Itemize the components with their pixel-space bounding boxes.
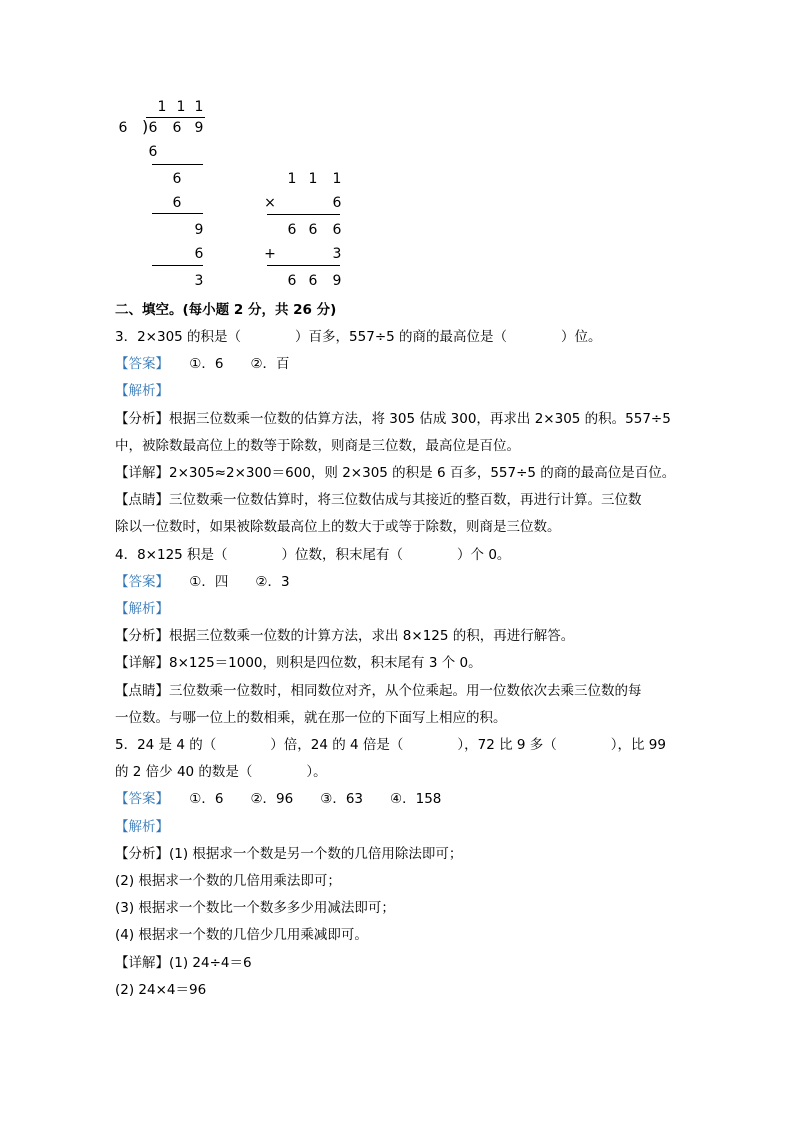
- quotient-digit: 1: [157, 99, 167, 115]
- text-line: [115, 626, 574, 646]
- section-label: 【解析】: [115, 818, 169, 835]
- text-line: [115, 436, 520, 456]
- section-label: 【分析】: [115, 628, 169, 645]
- dividend-digit: 6: [172, 120, 182, 136]
- text-line: [115, 381, 169, 401]
- line-text: 三位数乘一位数估算时，将三位数估成与其接近的整百数，再进行计算。三位数: [169, 492, 642, 509]
- line-text: 中，被除数最高位上的数等于除数，则商是三位数，最高位是百位。: [115, 437, 520, 454]
- line-text: (1) 24÷4＝6: [169, 954, 252, 971]
- text-line: [115, 572, 290, 592]
- rule: [152, 213, 203, 214]
- text-line: [115, 681, 642, 701]
- digit: 9: [332, 273, 342, 289]
- digit: 6: [308, 273, 318, 289]
- section-label: 【答案】: [115, 573, 163, 590]
- line-text: ①．6 ②．96 ③．63 ④．158: [162, 791, 442, 808]
- digit: 3: [332, 246, 342, 262]
- digit: 6: [308, 222, 318, 238]
- line-text: 根据三位数乘一位数的估算方法，将 305 估成 300，再求出 2×305 的积。557÷5: [169, 410, 671, 427]
- section-label: 【详解】: [115, 465, 169, 481]
- quotient-digit: 1: [176, 99, 186, 115]
- text-line: [115, 953, 252, 973]
- division-bar: [146, 117, 205, 118]
- line-text: ①．四 ②．3: [162, 573, 290, 590]
- line-text: 的 2 倍少 40 的数是（ ）。: [115, 764, 327, 781]
- digit: 1: [332, 171, 342, 187]
- quotient-digit: 1: [194, 99, 204, 115]
- text-line: [115, 898, 395, 918]
- digit: 1: [308, 171, 318, 187]
- line-text: 2×305≈2×300＝600，则 2×305 的积是 6 百多，557÷5 的商的最高位是百位。: [169, 465, 676, 481]
- dividend-digit: 9: [194, 120, 204, 136]
- text-line: [115, 980, 206, 1000]
- times-sign: ×: [264, 195, 276, 211]
- line-text: 一位数。与哪一位上的数相乘，就在那一位的下面写上相应的积。: [115, 709, 507, 726]
- remainder: 3: [194, 273, 204, 289]
- section-label: 【点睛】: [115, 682, 169, 699]
- text-line: [115, 517, 561, 537]
- text-line: [115, 844, 462, 864]
- line-text: 三位数乘一位数时，相同数位对齐，从个位乘起。用一位数依次去乘三位数的每: [169, 682, 642, 699]
- text-line: [115, 762, 327, 782]
- text-line: [115, 817, 169, 837]
- text-line: [115, 653, 482, 673]
- line-text: (4) 根据求一个数的几倍少几用乘减即可。: [115, 927, 368, 944]
- rule: [267, 214, 340, 215]
- section-label: 【分析】: [115, 410, 169, 427]
- line-text: (2) 24×4＝96: [115, 981, 207, 998]
- section-label: 【答案】: [115, 791, 163, 808]
- text-line: [115, 490, 642, 510]
- digit: 1: [287, 171, 297, 187]
- line-text: (2) 根据求一个数的几倍用乘法即可；: [115, 873, 341, 889]
- section-label: 【点睛】: [115, 492, 169, 509]
- step: 6: [172, 171, 182, 187]
- line-text: 5．24 是 4 的（ ）倍，24 的 4 倍是（ ），72 比 9 多（ ），比 99: [115, 737, 666, 753]
- line-text: (1) 根据求一个数是另一个数的几倍用除法即可；: [169, 845, 463, 862]
- step: 6: [148, 144, 158, 160]
- text-line: [115, 599, 169, 619]
- text-line: [115, 354, 290, 374]
- text-line: [115, 708, 507, 728]
- section-heading: 二、填空。(每小题 2 分，共 26 分): [115, 302, 337, 318]
- section-label: 【详解】: [115, 954, 169, 971]
- digit: 6: [287, 222, 297, 238]
- divisor: 6: [118, 120, 128, 136]
- text-line: [115, 789, 441, 809]
- section-label: 【解析】: [115, 601, 169, 617]
- rule: [152, 265, 203, 266]
- step: 6: [172, 195, 182, 211]
- section-label: 【详解】: [115, 655, 169, 672]
- text-line: [115, 463, 675, 483]
- section-label: 【答案】: [115, 356, 163, 373]
- dividend-digit: 6: [148, 120, 158, 136]
- division-bracket: ): [142, 117, 149, 136]
- line-text: 8×125＝1000，则积是四位数，积末尾有 3 个 0。: [169, 655, 482, 672]
- text-line: [115, 735, 666, 755]
- digit: 6: [287, 273, 297, 289]
- line-text: 根据三位数乘一位数的计算方法，求出 8×125 的积，再进行解答。: [169, 628, 575, 645]
- text-line: [115, 545, 510, 565]
- line-text: 除以一位数时，如果被除数最高位上的数大于或等于除数，则商是三位数。: [115, 519, 561, 536]
- digit: 6: [332, 222, 342, 238]
- rule: [152, 164, 203, 165]
- line-text: 4．8×125 积是（ ）位数，积末尾有（ ）个 0。: [115, 546, 511, 563]
- section-label: 【分析】: [115, 845, 169, 862]
- text-line: [115, 925, 368, 945]
- line-text: (3) 根据求一个数比一个数多多少用减法即可；: [115, 900, 395, 917]
- text-line: [115, 871, 341, 891]
- step: 9: [194, 222, 204, 238]
- text-line: [115, 327, 602, 347]
- section-label: 【解析】: [115, 383, 169, 400]
- step: 6: [194, 246, 204, 262]
- line-text: ①．6 ②．百: [162, 356, 290, 373]
- line-text: 3．2×305 的积是（ ）百多，557÷5 的商的最高位是（ ）位。: [115, 329, 602, 345]
- digit: 6: [332, 195, 342, 211]
- plus-sign: +: [264, 246, 276, 262]
- text-line: [115, 409, 671, 429]
- rule: [267, 265, 340, 266]
